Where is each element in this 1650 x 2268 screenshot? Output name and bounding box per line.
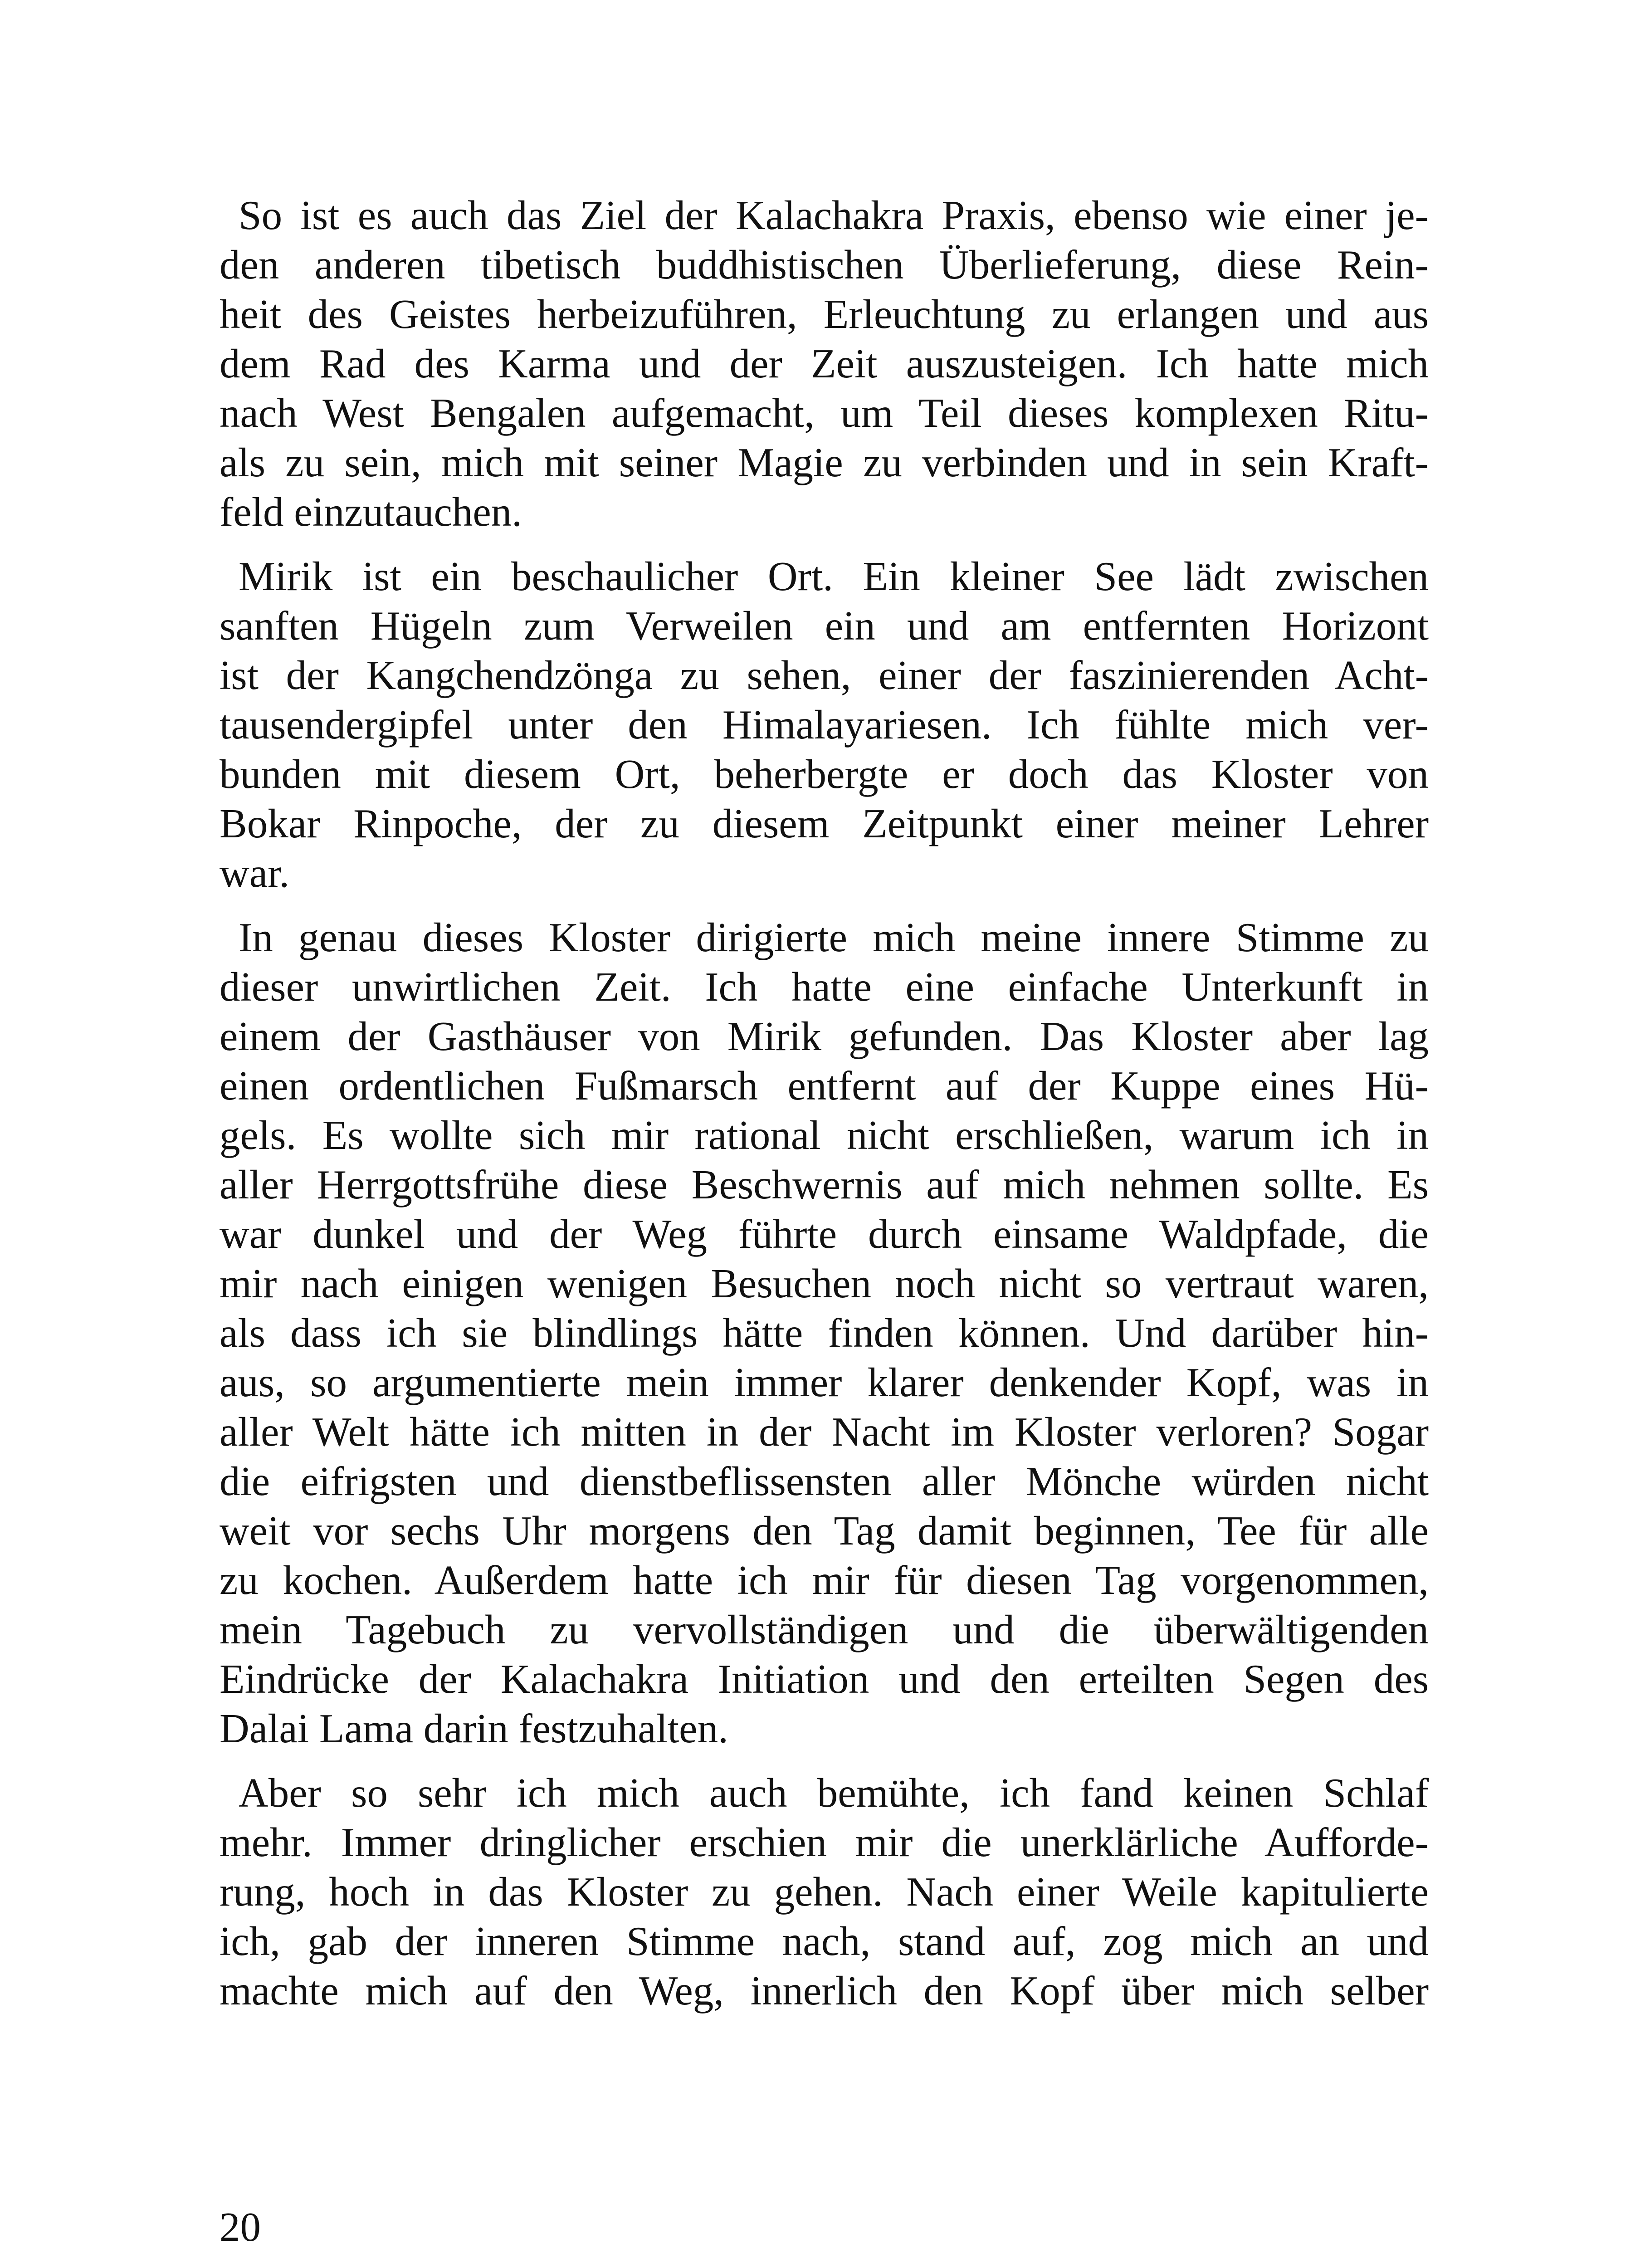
text-line: aller Welt hätte ich mitten in der Nacht im Kloster verloren? Sogar: [220, 1409, 1429, 1455]
text-line: bunden mit diesem Ort, beherbergte er doch das Kloster von: [220, 751, 1429, 797]
text-line: heit des Geistes herbeizuführen, Erleuchtung zu erlangen und aus: [220, 291, 1429, 337]
paragraph-4: [220, 1768, 1429, 2015]
paragraph-1: [220, 191, 1429, 537]
text-line: dieser unwirtlichen Zeit. Ich hatte eine einfache Unterkunft in: [220, 964, 1429, 1010]
text-line: aller Herrgottsfrühe diese Beschwernis auf mich nehmen sollte. Es: [220, 1162, 1429, 1207]
text-line: sanften Hügeln zum Verweilen ein und am entfernten Horizont: [220, 603, 1429, 649]
text-line: Mirik ist ein beschaulicher Ort. Ein kleiner See lädt zwischen: [239, 553, 1429, 599]
paragraph-3: [220, 913, 1429, 1753]
text-line: ich, gab der inneren Stimme nach, stand auf, zog mich an und: [220, 1918, 1429, 1964]
text-line: war dunkel und der Weg führte durch einsame Waldpfade, die: [220, 1211, 1429, 1257]
text-line: rung, hoch in das Kloster zu gehen. Nach einer Weile kapitulierte: [220, 1869, 1429, 1915]
text-line: als dass ich sie blindlings hätte finden können. Und darüber hin-: [220, 1310, 1429, 1356]
text-line: weit vor sechs Uhr morgens den Tag damit beginnen, Tee für alle: [220, 1508, 1429, 1554]
text-line: Dalai Lama darin festzuhalten.: [220, 1706, 728, 1751]
text-line: war.: [220, 850, 290, 896]
text-line: feld einzutauchen.: [220, 489, 522, 535]
text-line: Eindrücke der Kalachakra Initiation und den erteilten Segen des: [220, 1656, 1429, 1702]
text-line: mir nach einigen wenigen Besuchen noch nicht so vertraut waren,: [220, 1261, 1429, 1306]
text-line: einem der Gasthäuser von Mirik gefunden. Das Kloster aber lag: [220, 1013, 1429, 1059]
text-line: den anderen tibetisch buddhistischen Überlieferung, diese Rein-: [220, 242, 1429, 288]
text-line: nach West Bengalen aufgemacht, um Teil dieses komplexen Ritu-: [220, 390, 1429, 436]
text-line: ist der Kangchendzönga zu sehen, einer der faszinierenden Acht-: [220, 652, 1429, 698]
text-line: Aber so sehr ich mich auch bemühte, ich fand keinen Schlaf: [239, 1770, 1429, 1816]
text-line: zu kochen. Außerdem hatte ich mir für diesen Tag vorgenommen,: [220, 1557, 1429, 1603]
page-number: 20: [220, 2204, 261, 2250]
body-text: [220, 191, 1429, 2030]
text-line: In genau dieses Kloster dirigierte mich meine innere Stimme zu: [239, 914, 1429, 960]
text-line: mehr. Immer dringlicher erschien mir die unerklärliche Aufforde-: [220, 1819, 1429, 1865]
text-line: Bokar Rinpoche, der zu diesem Zeitpunkt einer meiner Lehrer: [220, 801, 1429, 846]
text-line: die eifrigsten und dienstbeflissensten aller Mönche würden nicht: [220, 1458, 1429, 1504]
text-line: So ist es auch das Ziel der Kalachakra Praxis, ebenso wie einer je-: [239, 192, 1429, 238]
text-line: einen ordentlichen Fußmarsch entfernt auf der Kuppe eines Hü-: [220, 1063, 1429, 1109]
text-line: gels. Es wollte sich mir rational nicht erschließen, warum ich in: [220, 1112, 1429, 1158]
text-line: aus, so argumentierte mein immer klarer denkender Kopf, was in: [220, 1359, 1429, 1405]
text-line: machte mich auf den Weg, innerlich den Kopf über mich selber: [220, 1968, 1429, 2014]
text-line: tausendergipfel unter den Himalayariesen. Ich fühlte mich ver-: [220, 702, 1429, 748]
text-line: dem Rad des Karma und der Zeit auszusteigen. Ich hatte mich: [220, 341, 1429, 386]
text-line: mein Tagebuch zu vervollständigen und die überwältigenden: [220, 1607, 1429, 1652]
paragraph-2: [220, 552, 1429, 898]
text-line: als zu sein, mich mit seiner Magie zu verbinden und in sein Kraft-: [220, 440, 1429, 485]
